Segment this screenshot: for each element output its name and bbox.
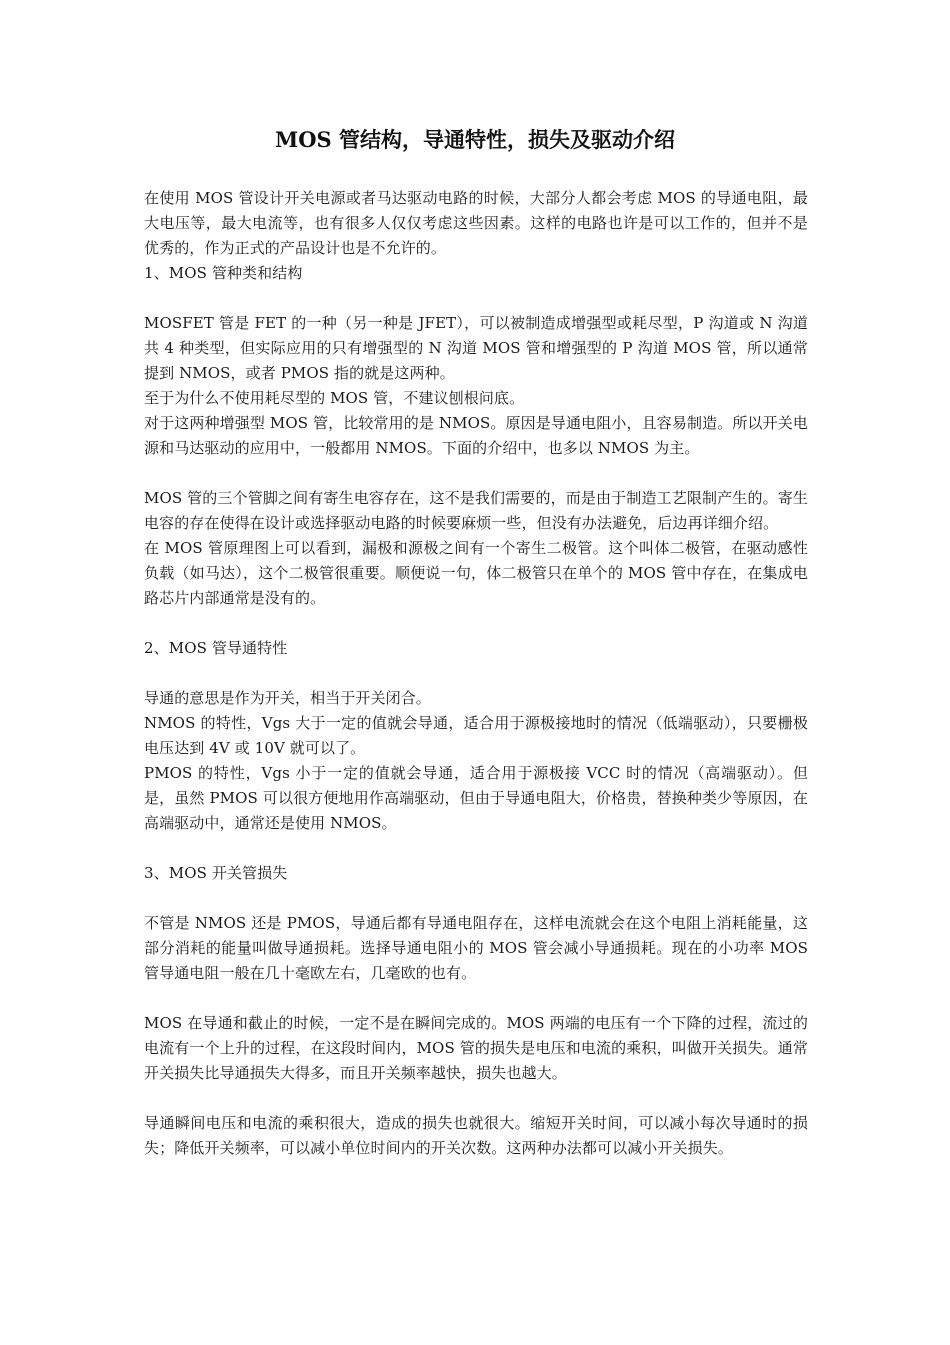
section-heading-1: 1、MOS 管种类和结构 xyxy=(144,264,303,282)
paragraph: 在 MOS 管原理图上可以看到，漏极和源极之间有一个寄生二极管。这个叫体二极管，在驱动感性负载（如马达），这个二极管很重要。顺便说一句，体二极管只在单个的 MOS 管中存在，在集成电路芯片内部通常是没有的。 xyxy=(144,539,808,607)
paragraph-gap xyxy=(144,886,808,911)
paragraph: MOS 管的三个管脚之间有寄生电容存在，这不是我们需要的，而是由于制造工艺限制产生的。寄生电容的存在使得在设计或选择驱动电路的时候要麻烦一些，但没有办法避免，后边再详细介绍。 xyxy=(144,489,808,532)
paragraph-gap xyxy=(144,661,808,686)
paragraph-gap xyxy=(144,611,808,636)
paragraph-gap xyxy=(144,461,808,486)
paragraph: MOS 在导通和截止的时候，一定不是在瞬间完成的。MOS 两端的电压有一个下降的过程，流过的电流有一个上升的过程，在这段时间内，MOS 管的损失是电压和电流的乘积，叫做开关损失。通常开关损失比导通损失大得多，而且开关频率越快，损失也越大。 xyxy=(144,1014,808,1082)
section-heading-2: 2、MOS 管导通特性 xyxy=(144,639,288,657)
document-title: MOS 管结构，导通特性，损失及驱动介绍 xyxy=(274,127,675,152)
intro-paragraph: 在使用 MOS 管设计开关电源或者马达驱动电路的时候，大部分人都会考虑 MOS 的导通电阻，最大电压等，最大电流等，也有很多人仅仅考虑这些因素。这样的电路也许是可以工作的，但并不是优秀的，作为正式的产品设计也是不允许的。 xyxy=(144,189,808,257)
paragraph: MOSFET 管是 FET 的一种（另一种是 JFET），可以被制造成增强型或耗尽型，P 沟道或 N 沟道共 4 种类型，但实际应用的只有增强型的 N 沟道 MOS 管和增强型的 P 沟道 MOS 管，所以通常提到 NMOS，或者 PMOS 指的就是这两种。 xyxy=(144,314,808,382)
document-body xyxy=(144,186,808,1161)
paragraph: 对于这两种增强型 MOS 管，比较常用的是 NMOS。原因是导通电阻小，且容易制造。所以开关电源和马达驱动的应用中，一般都用 NMOS。下面的介绍中，也多以 NMOS 为主。 xyxy=(144,414,808,457)
paragraph-gap xyxy=(144,286,808,311)
paragraph: NMOS 的特性，Vgs 大于一定的值就会导通，适合用于源极接地时的情况（低端驱动），只要栅极电压达到 4V 或 10V 就可以了。 xyxy=(144,714,808,757)
paragraph: 不管是 NMOS 还是 PMOS，导通后都有导通电阻存在，这样电流就会在这个电阻上消耗能量，这部分消耗的能量叫做导通损耗。选择导通电阻小的 MOS 管会减小导通损耗。现在的小功率 MOS 管导通电阻一般在几十毫欧左右，几毫欧的也有。 xyxy=(144,914,808,982)
paragraph: 导通的意思是作为开关，相当于开关闭合。 xyxy=(144,689,431,707)
section-heading-3: 3、MOS 开关管损失 xyxy=(144,864,288,882)
paragraph: PMOS 的特性，Vgs 小于一定的值就会导通，适合用于源极接 VCC 时的情况（高端驱动）。但是，虽然 PMOS 可以很方便地用作高端驱动，但由于导通电阻大，价格贵，替换种类少等原因，在高端驱动中，通常还是使用 NMOS。 xyxy=(144,764,808,832)
paragraph-gap xyxy=(144,986,808,1011)
paragraph-gap xyxy=(144,836,808,861)
paragraph-gap xyxy=(144,1086,808,1111)
paragraph: 导通瞬间电压和电流的乘积很大，造成的损失也就很大。缩短开关时间，可以减小每次导通时的损失；降低开关频率，可以减小单位时间内的开关次数。这两种办法都可以减小开关损失。 xyxy=(144,1114,808,1157)
paragraph: 至于为什么不使用耗尽型的 MOS 管，不建议刨根问底。 xyxy=(144,389,525,407)
